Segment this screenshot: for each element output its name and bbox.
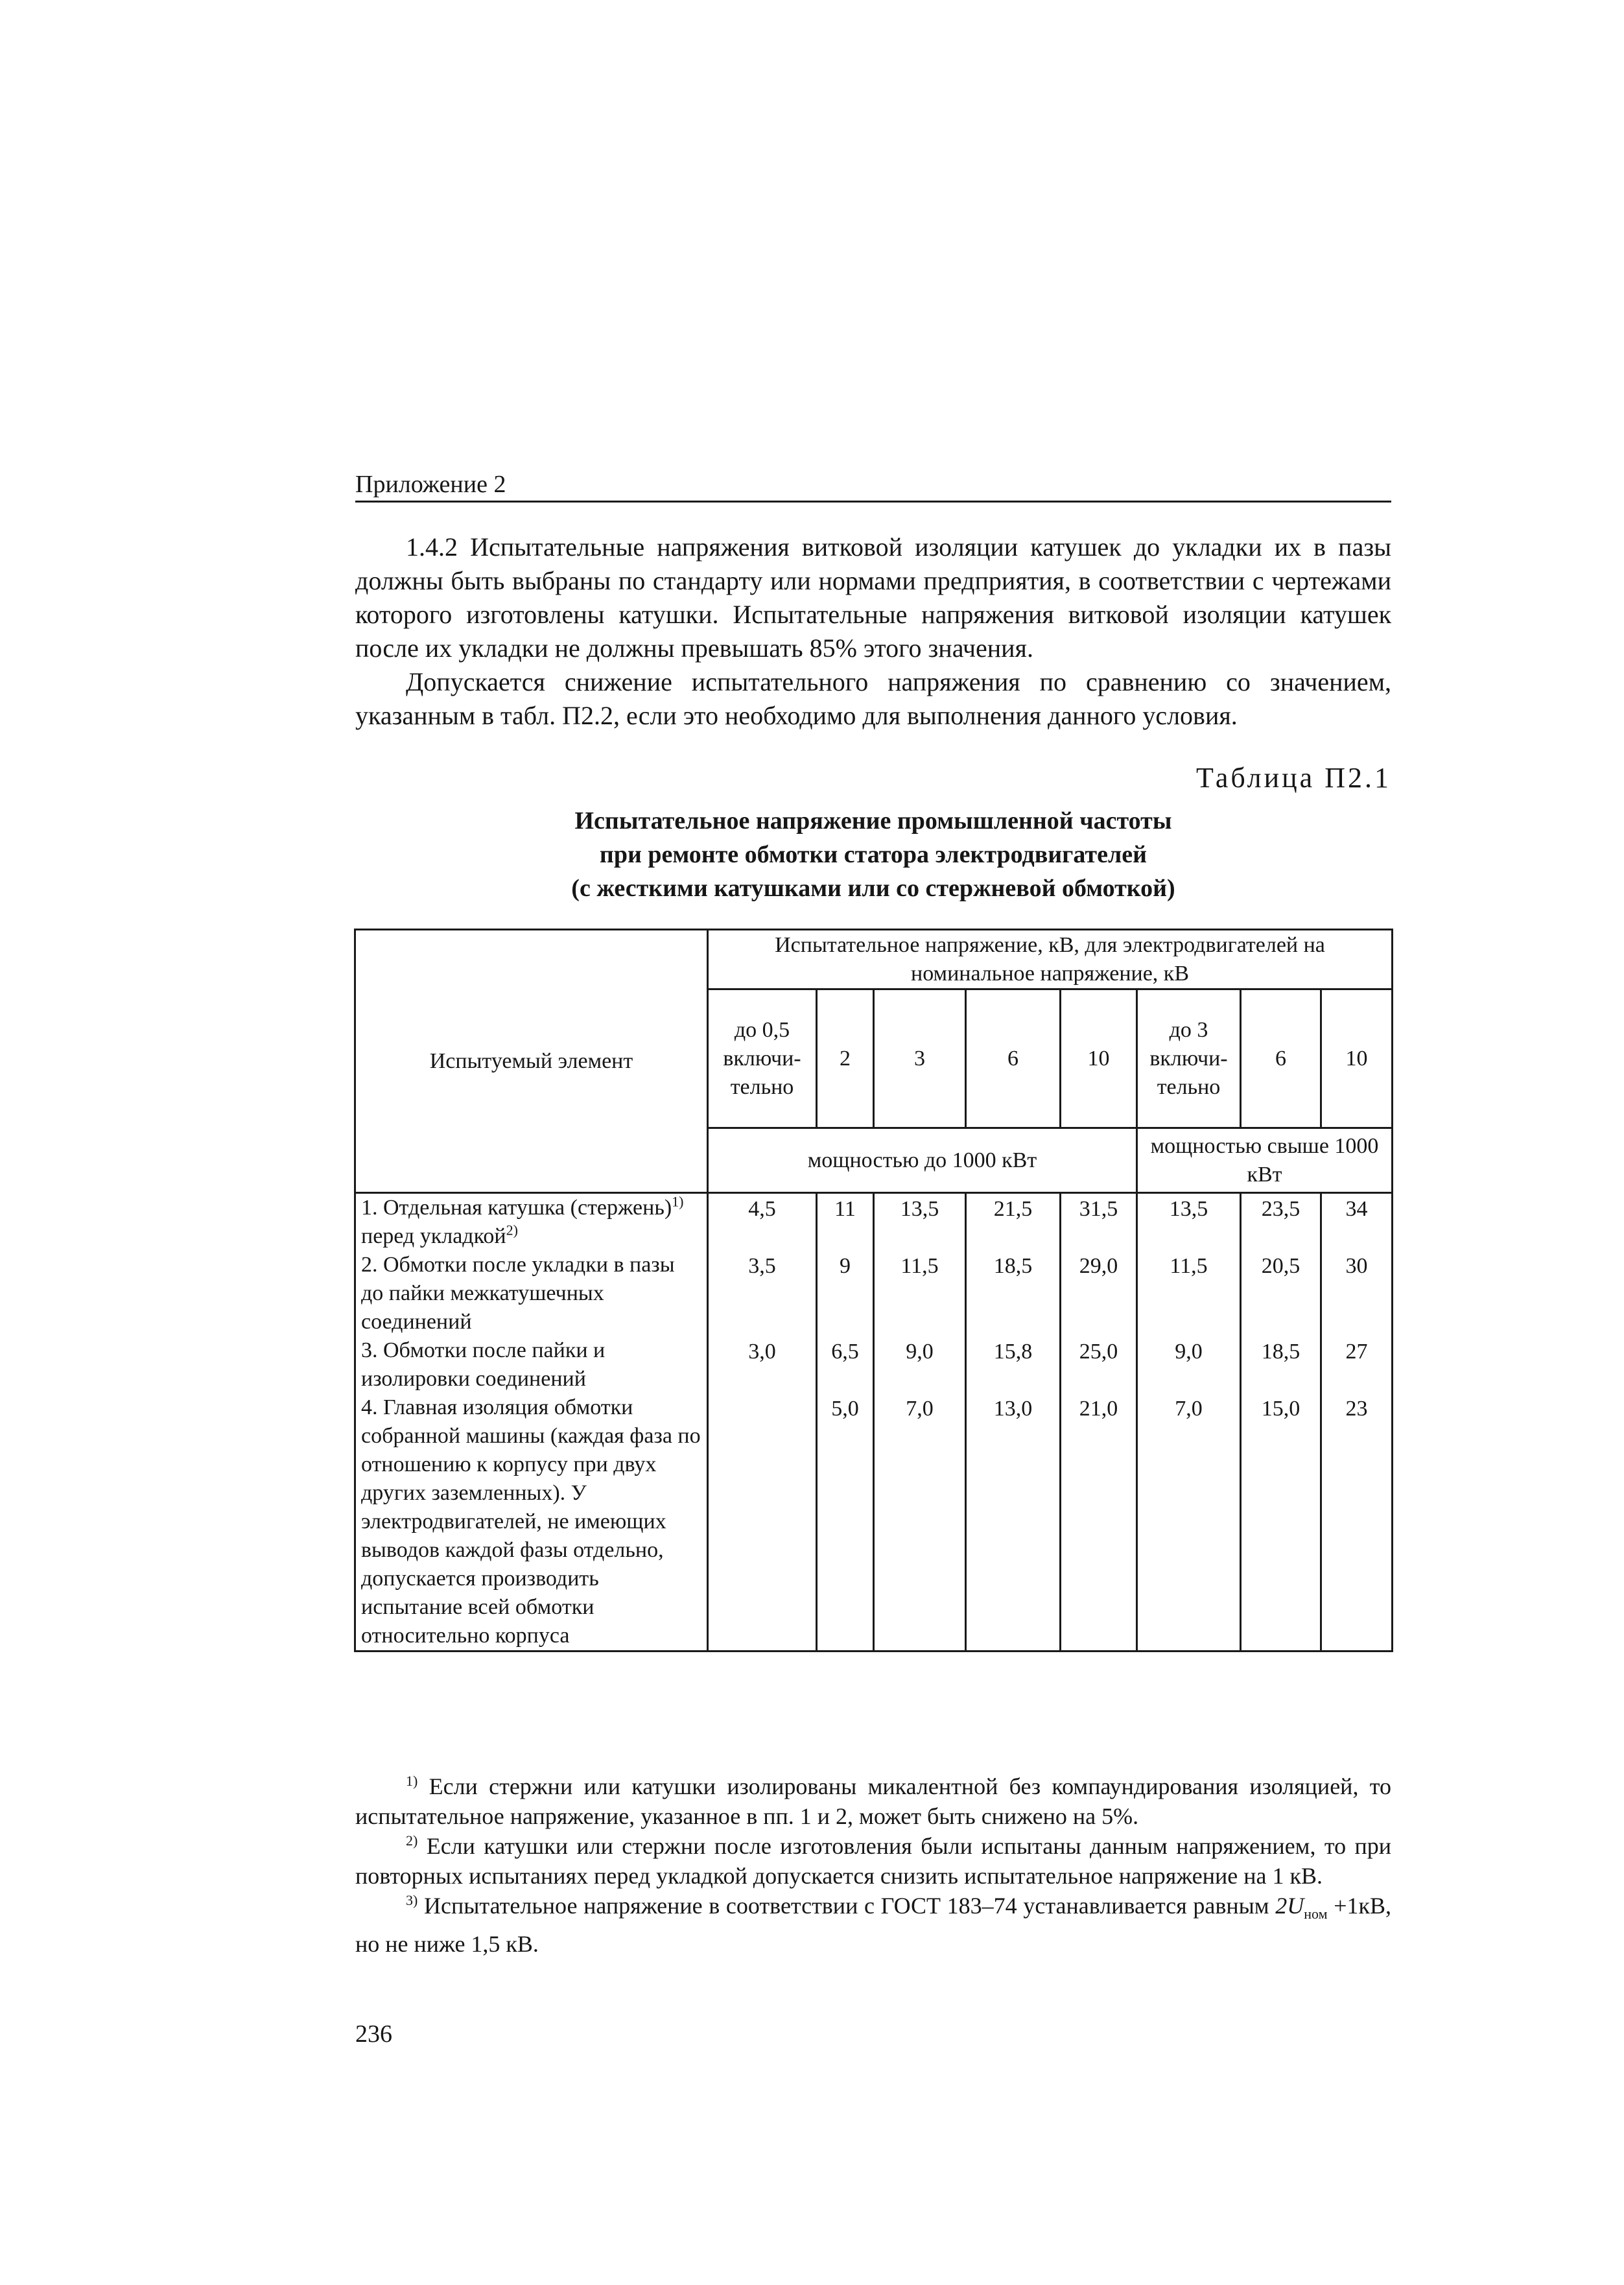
element-header: Испытуемый элемент [355,930,708,1193]
voltage-column-header: 6 [966,989,1061,1128]
table-cell: 13,5 [874,1193,966,1251]
table-cell: 15,0 [1241,1393,1321,1652]
footnote-text: Если катушки или стержни после изготовления были испытаны данным напряжением, то при повторных испытаниях перед укладкой допускается снизить испытательное напряжение на 1 кВ. [355,1833,1391,1889]
table-cell: 18,5 [1241,1336,1321,1393]
page-number: 236 [355,2020,392,2048]
body-text [355,530,1391,733]
footnote [355,1891,1391,1959]
table-cell: 11 [817,1193,874,1251]
footnote-ref: 2) [506,1222,518,1238]
table-cell: 9,0 [1137,1336,1241,1393]
voltage-column-header: до 0,5 включи-тельно [708,989,817,1128]
table-cell: 3,0 [708,1336,817,1393]
table-cell: 27 [1321,1336,1393,1393]
footnote [355,1771,1391,1831]
table-title-line: (с жесткими катушками или со стержневой обмоткой) [571,875,1175,902]
table-title-line: Испытательное напряжение промышленной частоты [574,807,1172,835]
voltage-table [354,929,1393,1652]
table-header-row [355,930,1393,989]
table-label: Таблица П2.1 [1196,762,1391,794]
table-cell: 6,5 [817,1336,874,1393]
table-cell: 3,5 [708,1251,817,1336]
voltage-column-header: 2 [817,989,874,1128]
table-cell: 9 [817,1251,874,1336]
table-cell: 5,0 [817,1393,874,1652]
footnote-mark: 3) [406,1892,418,1908]
group-header: Испытательное напряжение, кВ, для электродвигателей на номинальное напряжение, кВ [708,930,1393,989]
table-cell: 21,0 [1061,1393,1137,1652]
footnote-mark: 1) [406,1773,418,1789]
table-cell: 30 [1321,1251,1393,1336]
footnote-text: +1кВ, но не ниже 1,5 кВ. [355,1893,1391,1958]
power-high-header: мощностью свыше 1000 кВт [1137,1128,1393,1193]
running-head: Приложение 2 [355,471,506,498]
row-label-text: перед укладкой [361,1224,506,1248]
table-title [355,804,1391,905]
table-cell: 7,0 [1137,1393,1241,1652]
table-cell: 4,5 [708,1193,817,1251]
footnote-text: Испытательное напряжение в соответствии с ГОСТ 183–74 устанавливается равным [418,1893,1276,1919]
table-cell: 20,5 [1241,1251,1321,1336]
footnote [355,1831,1391,1891]
row-label-text: 1. Отдельная катушка (стержень) [361,1196,672,1220]
table-cell: 23,5 [1241,1193,1321,1251]
table-cell: 25,0 [1061,1336,1137,1393]
table-cell: 13,5 [1137,1193,1241,1251]
table-row [355,1336,1393,1393]
table-cell: 11,5 [874,1251,966,1336]
table-cell: 13,0 [966,1393,1061,1652]
voltage-column-header: 10 [1321,989,1393,1128]
power-low-header: мощностью до 1000 кВт [708,1128,1137,1193]
table-row [355,1193,1393,1251]
table-cell: 11,5 [1137,1251,1241,1336]
voltage-column-header: 6 [1241,989,1321,1128]
table-title-line: при ремонте обмотки статора электродвигателей [599,841,1147,868]
row-label: 4. Главная изоляция обмотки собранной машины (каждая фаза по отношению к корпусу при двух других заземленных). У электродвигателей, не имеющих выводов каждой фазы отдельно, допускается производить испытание всей обмотки относительно корпуса [355,1393,708,1652]
row-label: 2. Обмотки после укладки в пазы до пайки межкатушечных соединений [355,1251,708,1336]
formula-subscript: ном [1304,1906,1328,1923]
paragraph: Допускается снижение испытательного напряжения по сравнению со значением, указанным в табл. П2.2, если это необходимо для выполнения данного условия. [355,667,1391,730]
header-rule [355,501,1391,503]
row-label: 3. Обмотки после пайки и изолировки соединений [355,1336,708,1393]
table-cell: 21,5 [966,1193,1061,1251]
footnote-ref: 1) [672,1193,684,1210]
paragraph: 1.4.2 Испытательные напряжения витковой изоляции катушек до укладки их в пазы должны быть выбраны по стандарту или нормами предприятия, в соответствии с чертежами которого изготовлены катушки. Испытательные напряжения витковой изоляции катушек после их укладки не должны превышать 85% этого значения. [355,532,1391,663]
table-cell: 31,5 [1061,1193,1137,1251]
table-cell: 23 [1321,1393,1393,1652]
table-cell: 7,0 [874,1393,966,1652]
voltage-column-header: 3 [874,989,966,1128]
footnotes [355,1771,1391,1959]
table-cell: 9,0 [874,1336,966,1393]
table-row [355,1251,1393,1336]
voltage-column-header: до 3 включи-тельно [1137,989,1241,1128]
footnote-mark: 2) [406,1832,418,1849]
table-cell: 15,8 [966,1336,1061,1393]
table-cell: 18,5 [966,1251,1061,1336]
table-cell: 34 [1321,1193,1393,1251]
formula: 2U [1275,1893,1304,1919]
row-label [355,1193,708,1251]
footnote-text: Если стержни или катушки изолированы микалентной без компаундирования изоляцией, то испытательное напряжение, указанное в пп. 1 и 2, может быть снижено на 5%. [355,1773,1391,1829]
table-cell: 29,0 [1061,1251,1137,1336]
table-row [355,1393,1393,1652]
table-cell [708,1393,817,1652]
voltage-column-header: 10 [1061,989,1137,1128]
